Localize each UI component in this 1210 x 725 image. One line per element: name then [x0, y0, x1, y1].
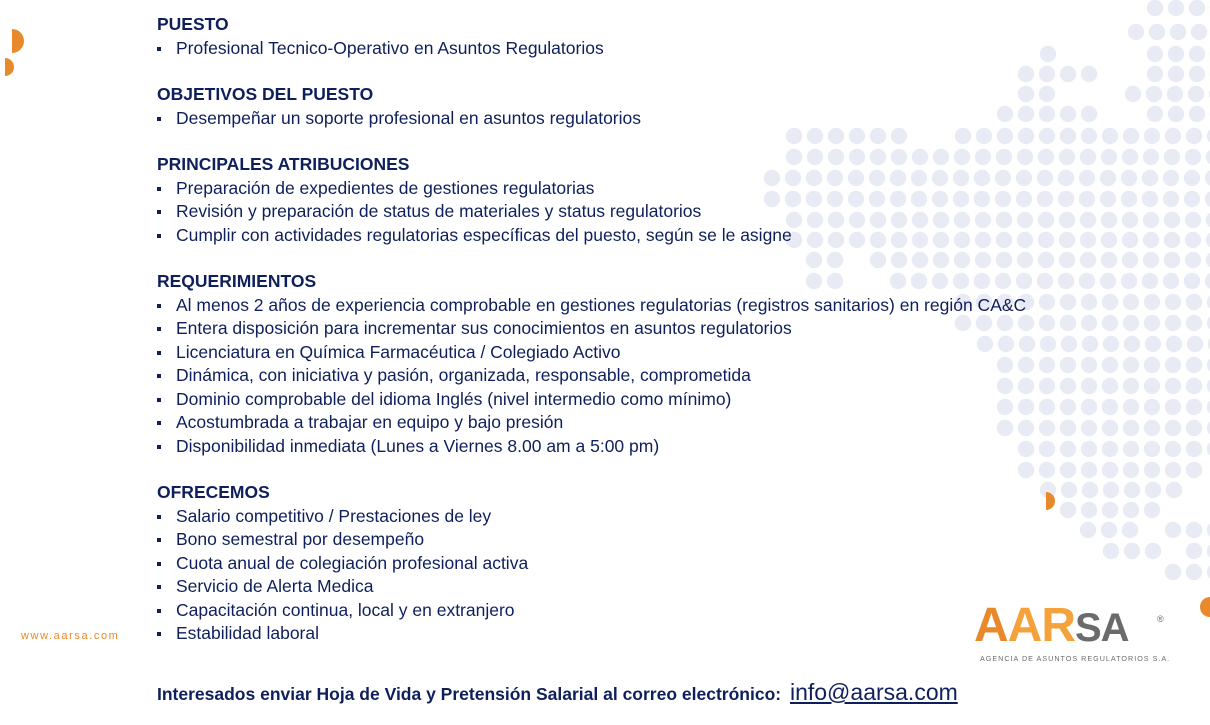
map-dot: [1080, 149, 1096, 165]
orange-accent-shape: [12, 29, 26, 53]
map-dot: [1081, 315, 1097, 331]
map-dot: [1039, 66, 1055, 82]
bullet-icon: [157, 585, 161, 589]
map-dot: [1081, 66, 1097, 82]
bullet-text: Desempeñar un soporte profesional en asuntos regulatorios: [176, 107, 642, 128]
map-dot: [1188, 86, 1204, 102]
map-dot: [1144, 441, 1160, 457]
map-dot: [1059, 212, 1075, 228]
bullet-icon: [157, 538, 161, 542]
map-dot: [1122, 149, 1138, 165]
map-dot: [1082, 482, 1098, 498]
map-dot: [1184, 170, 1200, 186]
map-dot: [1143, 232, 1159, 248]
map-dot: [1081, 441, 1097, 457]
map-dot: [1206, 252, 1210, 268]
map-dot: [1037, 191, 1053, 207]
bullet-icon: [157, 187, 161, 191]
map-dot: [1060, 462, 1076, 478]
map-dot: [1060, 66, 1076, 82]
map-dot: [1123, 502, 1139, 518]
map-dot: [1039, 420, 1055, 436]
map-dot: [1166, 336, 1182, 352]
map-dot: [1038, 232, 1054, 248]
map-dot: [1124, 482, 1140, 498]
map-dot: [1142, 170, 1158, 186]
contact-footer: [157, 679, 958, 706]
map-dot: [1165, 462, 1181, 478]
map-dot: [1144, 357, 1160, 373]
map-dot: [1166, 482, 1182, 498]
bullet-item: [157, 622, 1026, 646]
map-dot: [1123, 441, 1139, 457]
map-dot: [1184, 191, 1200, 207]
map-dot: [1143, 252, 1159, 268]
map-dot: [1149, 24, 1165, 40]
map-dot: [1061, 482, 1077, 498]
map-dot: [1039, 128, 1055, 144]
map-dot: [1186, 294, 1202, 310]
map-dot: [1185, 212, 1201, 228]
map-dot: [1168, 106, 1184, 122]
bullet-text: Al menos 2 años de experiencia comprobable en gestiones regulatorias (registros sanitarios) en región CA&C: [176, 294, 1027, 315]
bullet-item: [157, 435, 1026, 459]
bullet-item: [157, 528, 1026, 552]
map-dot: [1144, 128, 1160, 144]
bullet-text: Estabilidad laboral: [176, 623, 320, 643]
contact-instructions: Interesados enviar Hoja de Vida y Pretensión Salarial al correo electrónico:: [157, 684, 782, 704]
map-dot: [1040, 46, 1056, 62]
map-dot: [1037, 170, 1053, 186]
map-dot: [1123, 462, 1139, 478]
job-posting-body: [157, 13, 1026, 646]
logo-letter-a: A: [974, 599, 1008, 652]
map-dot: [1100, 273, 1116, 289]
map-dot: [1059, 232, 1075, 248]
map-dot: [1165, 357, 1181, 373]
map-dot: [1145, 543, 1161, 559]
map-dot: [1186, 441, 1202, 457]
map-dot: [1038, 212, 1054, 228]
bullet-item: [157, 341, 1026, 365]
map-dot: [1103, 336, 1119, 352]
map-dot: [1060, 420, 1076, 436]
bullet-text: Capacitación continua, local y en extranjero: [176, 599, 515, 620]
map-dot: [1040, 336, 1056, 352]
map-dot: [1100, 170, 1116, 186]
map-dot: [1058, 191, 1074, 207]
orange-accent-shape: [1046, 492, 1056, 510]
map-dot: [1060, 357, 1076, 373]
map-dot: [1165, 294, 1181, 310]
orange-accent-shape: [1196, 597, 1210, 617]
map-dot: [1121, 191, 1137, 207]
bullet-item: [157, 599, 1026, 623]
bullet-icon: [157, 374, 161, 378]
logo-tagline: AGENCIA DE ASUNTOS REGULATORIOS S.A.: [980, 654, 1171, 663]
bullet-item: [157, 37, 1026, 61]
map-dot: [1123, 128, 1139, 144]
bullet-item: [157, 200, 1026, 224]
map-dot: [1165, 441, 1181, 457]
map-dot: [1144, 502, 1160, 518]
map-dot: [1186, 564, 1202, 580]
bullet-icon: [157, 327, 161, 331]
bullet-item: [157, 294, 1026, 318]
map-dot: [1060, 294, 1076, 310]
map-dot: [1168, 66, 1184, 82]
map-dot: [1037, 273, 1053, 289]
map-dot: [1039, 357, 1055, 373]
bullet-item: [157, 575, 1026, 599]
bullet-icon: [157, 351, 161, 355]
section: [157, 83, 1026, 130]
map-dot: [1101, 252, 1117, 268]
map-dot: [1081, 378, 1097, 394]
map-dot: [1187, 336, 1203, 352]
map-dot: [1144, 420, 1160, 436]
section: [157, 13, 1026, 60]
map-dot: [1060, 502, 1076, 518]
map-dot: [1205, 191, 1210, 207]
map-dot: [1102, 315, 1118, 331]
map-dot: [1082, 336, 1098, 352]
logo-letters-ar: AR: [1007, 599, 1075, 652]
map-dot: [1061, 336, 1077, 352]
map-dot: [1039, 315, 1055, 331]
bullet-text: Cuota anual de colegiación profesional activa: [176, 552, 529, 573]
map-dot: [1101, 232, 1117, 248]
map-dot: [1191, 24, 1207, 40]
map-dot: [1102, 462, 1118, 478]
map-dot: [1060, 315, 1076, 331]
map-dot: [1185, 232, 1201, 248]
bullet-icon: [157, 210, 161, 214]
map-dot: [1079, 273, 1095, 289]
map-dot: [1163, 191, 1179, 207]
map-dot: [1147, 46, 1163, 62]
bullet-text: Salario competitivo / Prestaciones de ley: [176, 505, 492, 526]
section-heading: PUESTO: [157, 14, 229, 34]
bullet-text: Bono semestral por desempeño: [176, 529, 425, 549]
aarsa-logo: [974, 598, 1174, 668]
map-dot: [1186, 420, 1202, 436]
bullet-icon: [157, 234, 161, 238]
bullet-text: Acostumbrada a trabajar en equipo y bajo presión: [176, 412, 564, 432]
map-dot: [1103, 543, 1119, 559]
map-dot: [1060, 378, 1076, 394]
section: [157, 270, 1026, 458]
map-dot: [1142, 191, 1158, 207]
map-dot: [1186, 543, 1202, 559]
map-dot: [1186, 462, 1202, 478]
map-dot: [1038, 252, 1054, 268]
map-dot: [1206, 149, 1210, 165]
map-dot: [1122, 212, 1138, 228]
map-dot: [1060, 106, 1076, 122]
map-dot: [1102, 378, 1118, 394]
map-dot: [1079, 191, 1095, 207]
map-dot: [1101, 522, 1117, 538]
map-dot: [1123, 378, 1139, 394]
map-dot: [1039, 462, 1055, 478]
map-dot: [1165, 128, 1181, 144]
map-dot: [1123, 357, 1139, 373]
map-dot: [1081, 462, 1097, 478]
map-dot: [1186, 357, 1202, 373]
bullet-icon: [157, 421, 161, 425]
bullet-item: [157, 364, 1026, 388]
section-heading: REQUERIMIENTOS: [157, 271, 317, 291]
map-dot: [1080, 252, 1096, 268]
map-dot: [1081, 399, 1097, 415]
map-dot: [1147, 106, 1163, 122]
map-dot: [1122, 522, 1138, 538]
map-dot: [1123, 399, 1139, 415]
bullet-item: [157, 107, 1026, 131]
map-dot: [1059, 252, 1075, 268]
bullet-text: Revisión y preparación de status de materiales y status regulatorios: [176, 201, 702, 221]
map-dot: [1102, 294, 1118, 310]
bullet-item: [157, 317, 1026, 341]
map-dot: [1186, 378, 1202, 394]
map-dot: [1102, 399, 1118, 415]
bullet-item: [157, 505, 1026, 529]
map-dot: [1167, 86, 1183, 102]
map-dot: [1163, 273, 1179, 289]
section-heading: PRINCIPALES ATRIBUCIONES: [157, 154, 410, 174]
map-dot: [1123, 420, 1139, 436]
map-dot: [1144, 462, 1160, 478]
map-dot: [1121, 170, 1137, 186]
map-dot: [1102, 420, 1118, 436]
map-dot: [1165, 399, 1181, 415]
map-dot: [1186, 315, 1202, 331]
map-dot: [1184, 273, 1200, 289]
bullet-text: Preparación de expedientes de gestiones regulatorias: [176, 177, 595, 198]
map-dot: [1058, 170, 1074, 186]
bullet-icon: [157, 304, 161, 308]
map-dot: [1080, 232, 1096, 248]
map-dot: [1163, 170, 1179, 186]
map-dot: [1147, 0, 1163, 16]
bullet-item: [157, 411, 1026, 435]
logo-letters-sa: SA: [1075, 606, 1129, 650]
bullet-icon: [157, 117, 161, 121]
map-dot: [1144, 399, 1160, 415]
map-dot: [1080, 212, 1096, 228]
section-heading: OBJETIVOS DEL PUESTO: [157, 84, 374, 104]
map-dot: [1165, 564, 1181, 580]
bullet-icon: [157, 609, 161, 613]
bullet-item: [157, 388, 1026, 412]
map-dot: [1079, 170, 1095, 186]
map-dot: [1186, 128, 1202, 144]
map-dot: [1081, 357, 1097, 373]
map-dot: [1144, 315, 1160, 331]
map-dot: [1058, 273, 1074, 289]
map-dot: [1143, 212, 1159, 228]
map-dot: [1145, 482, 1161, 498]
map-dot: [1189, 106, 1205, 122]
map-dot: [1144, 294, 1160, 310]
map-dot: [1101, 212, 1117, 228]
bullet-text: Cumplir con actividades regulatorias específicas del puesto, según se le asigne: [176, 224, 792, 245]
map-dot: [1189, 46, 1205, 62]
section: [157, 481, 1026, 646]
map-dot: [1081, 502, 1097, 518]
map-dot: [1038, 149, 1054, 165]
map-dot: [1165, 522, 1181, 538]
map-dot: [1039, 86, 1055, 102]
map-dot: [1081, 106, 1097, 122]
bullet-text: Licenciatura en Química Farmacéutica / Colegiado Activo: [176, 341, 621, 362]
map-dot: [1039, 399, 1055, 415]
map-dot: [1142, 273, 1158, 289]
map-dot: [1039, 294, 1055, 310]
map-dot: [1206, 212, 1210, 228]
map-dot: [1060, 441, 1076, 457]
map-dot: [1164, 149, 1180, 165]
map-dot: [1168, 46, 1184, 62]
map-dot: [1125, 86, 1141, 102]
bullet-text: Entera disposición para incrementar sus conocimientos en asuntos regulatorios: [176, 318, 792, 338]
bullet-icon: [157, 47, 161, 51]
bullet-text: Disponibilidad inmediata (Lunes a Viernes 8.00 am a 5:00 pm): [176, 435, 660, 456]
bullet-icon: [157, 445, 161, 449]
map-dot: [1121, 273, 1137, 289]
bullet-icon: [157, 632, 161, 636]
bullet-text: Profesional Tecnico-Operativo en Asuntos Regulatorios: [176, 37, 604, 58]
map-dot: [1147, 66, 1163, 82]
bullet-text: Servicio de Alerta Medica: [176, 576, 374, 596]
map-dot: [1143, 149, 1159, 165]
map-dot: [1059, 149, 1075, 165]
map-dot: [1123, 294, 1139, 310]
map-dot: [1164, 232, 1180, 248]
bullet-icon: [157, 398, 161, 402]
map-dot: [1081, 294, 1097, 310]
map-dot: [1165, 315, 1181, 331]
section-heading: OFRECEMOS: [157, 482, 270, 502]
bullet-item: [157, 552, 1026, 576]
map-dot: [1185, 149, 1201, 165]
map-dot: [1122, 232, 1138, 248]
map-dot: [1189, 66, 1205, 82]
map-dot: [1123, 315, 1139, 331]
contact-email-link[interactable]: info@aarsa.com: [789, 679, 958, 705]
map-dot: [1060, 128, 1076, 144]
map-dot: [1102, 357, 1118, 373]
map-dot: [1189, 0, 1205, 16]
map-dot: [1165, 420, 1181, 436]
map-dot: [1144, 378, 1160, 394]
bullet-icon: [157, 515, 161, 519]
bullet-text: Dinámica, con iniciativa y pasión, organizada, responsable, comprometida: [176, 365, 751, 385]
map-dot: [1080, 522, 1096, 538]
map-dot: [1206, 232, 1210, 248]
map-dot: [1124, 543, 1140, 559]
map-dot: [1122, 252, 1138, 268]
map-dot: [1103, 482, 1119, 498]
bullet-item: [157, 224, 1026, 248]
map-dot: [1039, 441, 1055, 457]
map-dot: [1205, 273, 1210, 289]
website-url[interactable]: www.aarsa.com: [21, 630, 120, 642]
map-dot: [1081, 128, 1097, 144]
map-dot: [1164, 252, 1180, 268]
map-dot: [1170, 24, 1186, 40]
bullet-icon: [157, 562, 161, 566]
map-dot: [1101, 149, 1117, 165]
map-dot: [1168, 0, 1184, 16]
map-dot: [1185, 252, 1201, 268]
map-dot: [1102, 441, 1118, 457]
map-dot: [1102, 502, 1118, 518]
map-dot: [1039, 106, 1055, 122]
map-dot: [1100, 191, 1116, 207]
map-dot: [1124, 336, 1140, 352]
orange-accent-shape: [5, 58, 15, 76]
map-dot: [1060, 399, 1076, 415]
map-dot: [1205, 170, 1210, 186]
section: [157, 153, 1026, 247]
bullet-item: [157, 177, 1026, 201]
map-dot: [1102, 128, 1118, 144]
map-dot: [1039, 378, 1055, 394]
map-dot: [1081, 420, 1097, 436]
map-dot: [1146, 86, 1162, 102]
map-dot: [1145, 336, 1161, 352]
map-dot: [1186, 399, 1202, 415]
registered-mark: ®: [1157, 614, 1164, 624]
map-dot: [1164, 212, 1180, 228]
bullet-text: Dominio comprobable del idioma Inglés (nivel intermedio como mínimo): [176, 388, 732, 409]
map-dot: [1186, 522, 1202, 538]
map-dot: [1128, 24, 1144, 40]
map-dot: [1165, 378, 1181, 394]
